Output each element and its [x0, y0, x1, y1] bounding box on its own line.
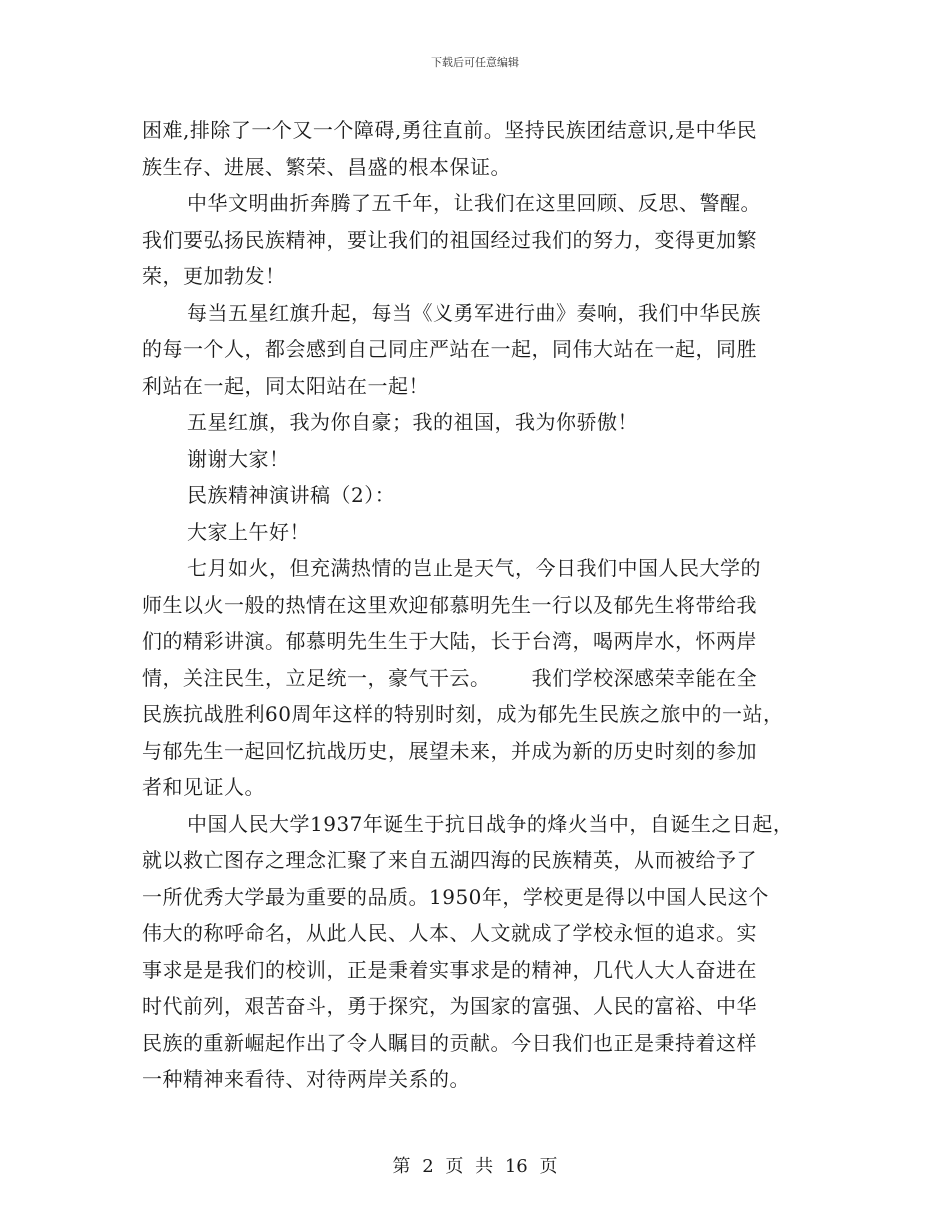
text-line: 伟大的称呼命名，从此人民、人本、人文就成了学校永恒的追求。实: [142, 921, 757, 945]
text-line: 族生存、进展、繁荣、昌盛的根本保证。: [142, 154, 511, 179]
text-line: 师生以火一般的热情在这里欢迎郁慕明先生一行以及郁先生将带给我: [142, 592, 757, 617]
text-line: 一种精神来看待、对待两岸关系的。: [142, 1067, 470, 1091]
text-line: 一所优秀大学最为重要的品质。1950年，学校更是得以中国人民这个: [142, 884, 769, 909]
text-line: 困难,排除了一个又一个障碍,勇往直前。坚持民族团结意识,是中华民: [142, 118, 758, 142]
text-line: 的每一个人，都会感到自己同庄严站在一起，同伟大站在一起，同胜: [142, 337, 757, 361]
document-body: [142, 112, 817, 1098]
text-line: 利站在一起，同太阳站在一起！: [142, 373, 429, 398]
paragraph-start-line: 中华文明曲折奔腾了五千年，让我们在这里回顾、反思、警醒。: [187, 191, 761, 215]
text-line: 们的精彩讲演。郁慕明先生生于大陆，长于台湾，喝两岸水，怀两岸: [142, 629, 757, 653]
text-line: 我们要弘扬民族精神，要让我们的祖国经过我们的努力，变得更加繁: [142, 227, 757, 252]
paragraph-start-line: 五星红旗，我为你自豪；我的祖国，我为你骄傲！: [187, 410, 638, 434]
text-line: 民族的重新崛起作出了令人瞩目的贡献。今日我们也正是秉持着这样: [142, 1030, 757, 1055]
page-header: 下载后可任意编辑: [431, 56, 519, 69]
text-line: 者和见证人。: [142, 775, 265, 799]
greeting-line: 大家上午好！: [187, 519, 310, 544]
text-line: 荣，更加勃发！: [142, 264, 286, 288]
text-line: 就以救亡图存之理念汇聚了来自五湖四海的民族精英，从而被给予了: [142, 848, 757, 872]
section-title: 民族精神演讲稿（2）：: [187, 483, 396, 507]
text-line: 时代前列，艰苦奋斗，勇于探究，为国家的富强、人民的富裕、中华: [142, 994, 757, 1018]
text-line: 情，关注民生，立足统一，豪气干云。 我们学校深感荣幸能在全: [142, 665, 758, 690]
paragraph-start-line: 谢谢大家！: [187, 446, 290, 471]
paragraph-start-line: 七月如火，但充满热情的岂止是天气，今日我们中国人民大学的: [187, 556, 761, 580]
text-line: 事求是是我们的校训，正是秉着实事求是的精神，几代人大人奋进在: [142, 957, 757, 982]
paragraph-start-line: 中国人民大学1937年诞生于抗日战争的烽火当中，自诞生之日起，: [187, 811, 794, 836]
paragraph-start-line: 每当五星红旗升起，每当《义勇军进行曲》奏响，我们中华民族: [187, 300, 761, 325]
text-line: 与郁先生一起回忆抗战历史，展望未来，并成为新的历史时刻的参加: [142, 738, 757, 763]
page-number-footer: 第 2 页 共 16 页: [392, 1156, 558, 1177]
text-line: 民族抗战胜利60周年这样的特别时刻，成为郁先生民族之旅中的一站，: [142, 702, 784, 726]
